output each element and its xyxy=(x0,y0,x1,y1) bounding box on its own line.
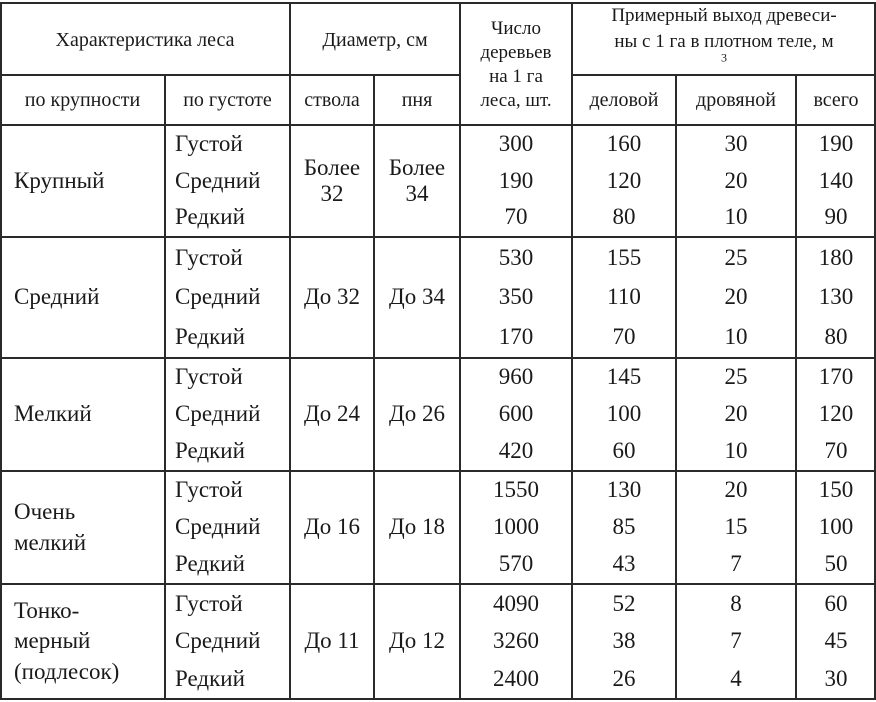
cell-count: 570 xyxy=(498,551,534,577)
cell-firewood: 20 xyxy=(724,167,748,193)
cell-count: 3260 xyxy=(493,628,539,654)
cell-total: 30 xyxy=(824,665,848,691)
cell-total: 60 xyxy=(824,590,848,616)
cell-density: Густой xyxy=(175,244,243,270)
header-tree-count-line2: деревьев xyxy=(480,42,552,64)
size-label-line: Очень xyxy=(14,499,76,525)
header-timber-yield-sup: 3 xyxy=(721,50,727,65)
rule-group-1 xyxy=(0,236,876,238)
cell-density: Редкий xyxy=(175,204,245,230)
group-trunk-diameter xyxy=(290,585,374,698)
cell-business: 120 xyxy=(606,167,642,193)
rule-col-density xyxy=(164,74,166,700)
cell-firewood: 7 xyxy=(730,551,742,577)
cell-density: Густой xyxy=(175,477,243,503)
group-stump-diameter xyxy=(374,585,460,698)
cell-business: 100 xyxy=(606,401,642,427)
cell-count: 190 xyxy=(498,167,534,193)
cell-density: Средний xyxy=(175,401,261,427)
group-trunk-diameter xyxy=(290,359,374,470)
cell-density: Густой xyxy=(175,364,243,390)
cell-density: Средний xyxy=(175,167,261,193)
rule-group-3 xyxy=(0,470,876,472)
cell-total: 190 xyxy=(818,131,854,157)
cell-business: 155 xyxy=(606,244,642,270)
cell-firewood: 20 xyxy=(724,284,748,310)
trunk-diameter-line: До 24 xyxy=(304,401,360,427)
header-timber-yield-line2-wrap xyxy=(611,31,836,75)
size-label-line: мерный xyxy=(14,628,91,654)
size-label-line: мелкий xyxy=(14,529,87,555)
rule-col-diameter xyxy=(289,2,291,700)
stump-diameter-line: До 26 xyxy=(389,401,445,427)
cell-density: Средний xyxy=(175,628,261,654)
cell-count: 70 xyxy=(504,204,528,230)
rule-header-mid-right xyxy=(572,74,876,76)
cell-total: 100 xyxy=(818,514,854,540)
cell-total: 50 xyxy=(824,551,848,577)
rule-top xyxy=(0,2,876,4)
group-size-label xyxy=(0,126,165,236)
header-total xyxy=(796,76,876,124)
cell-firewood: 8 xyxy=(730,590,742,616)
cell-total: 45 xyxy=(824,628,848,654)
header-forest-characteristic xyxy=(0,6,290,74)
size-label-line: Средний xyxy=(14,284,100,310)
trunk-diameter-line: До 11 xyxy=(304,628,360,654)
header-trunk xyxy=(290,76,374,124)
cell-count: 600 xyxy=(498,401,534,427)
header-timber-yield-line2: ны с 1 га в плотном теле, м xyxy=(614,31,834,53)
cell-business: 130 xyxy=(606,477,642,503)
rule-col-firewood xyxy=(675,74,677,700)
cell-density: Редкий xyxy=(175,665,245,691)
cell-count: 4090 xyxy=(493,590,539,616)
header-by-density-text: по густоте xyxy=(183,88,272,111)
rule-group-4 xyxy=(0,583,876,585)
header-by-density xyxy=(165,76,290,124)
group-size-label xyxy=(0,359,165,470)
cell-firewood: 4 xyxy=(730,665,742,691)
stump-diameter-line: Более xyxy=(388,154,446,180)
cell-firewood: 10 xyxy=(724,204,748,230)
header-by-size xyxy=(0,76,165,124)
cell-density: Редкий xyxy=(175,323,245,349)
cell-business: 38 xyxy=(612,628,636,654)
header-total-text: всего xyxy=(813,88,859,111)
header-tree-count-line4: леса, шт. xyxy=(480,89,552,111)
cell-firewood: 20 xyxy=(724,401,748,427)
stump-diameter-line: До 12 xyxy=(389,628,445,654)
rule-col-yield xyxy=(571,2,573,700)
cell-business: 160 xyxy=(606,131,642,157)
cell-count: 1000 xyxy=(493,514,539,540)
size-label-line: (подлесок) xyxy=(14,658,120,684)
cell-business: 80 xyxy=(612,204,636,230)
cell-firewood: 20 xyxy=(724,477,748,503)
cell-business: 52 xyxy=(612,590,636,616)
cell-firewood: 30 xyxy=(724,131,748,157)
cell-total: 170 xyxy=(818,364,854,390)
rule-header-bottom xyxy=(0,124,876,126)
header-business-text: деловой xyxy=(589,88,659,111)
cell-density: Редкий xyxy=(175,551,245,577)
size-label-line: Мелкий xyxy=(14,401,92,427)
cell-business: 43 xyxy=(612,551,636,577)
cell-business: 110 xyxy=(607,284,641,310)
cell-firewood: 10 xyxy=(724,323,748,349)
header-firewood xyxy=(676,76,796,124)
cell-firewood: 10 xyxy=(724,438,748,464)
group-stump-diameter xyxy=(374,472,460,583)
size-label-line: Крупный xyxy=(14,167,105,193)
cell-business: 85 xyxy=(612,514,636,540)
rule-header-mid-left xyxy=(0,74,460,76)
group-stump-diameter xyxy=(374,359,460,470)
trunk-diameter-line: До 32 xyxy=(304,284,360,310)
header-timber-yield-line1: Примерный выход древеси- xyxy=(611,5,837,27)
rule-left xyxy=(0,2,2,700)
rule-col-total xyxy=(795,74,797,700)
header-diameter xyxy=(290,6,460,74)
cell-density: Густой xyxy=(175,590,243,616)
trunk-diameter-line: Более xyxy=(303,154,361,180)
cell-count: 350 xyxy=(498,284,534,310)
header-stump-text: пня xyxy=(401,88,433,111)
cell-density: Средний xyxy=(175,284,261,310)
cell-firewood: 15 xyxy=(724,514,748,540)
cell-business: 70 xyxy=(612,323,636,349)
cell-business: 145 xyxy=(606,364,642,390)
header-tree-count xyxy=(460,6,572,124)
cell-density: Средний xyxy=(175,514,261,540)
cell-total: 120 xyxy=(818,401,854,427)
trunk-diameter-line: До 16 xyxy=(304,514,360,540)
stump-diameter-line: До 18 xyxy=(389,514,445,540)
cell-total: 70 xyxy=(824,438,848,464)
cell-total: 90 xyxy=(824,204,848,230)
rule-bottom xyxy=(0,698,876,700)
header-tree-count-line1: Число xyxy=(491,18,541,40)
cell-count: 420 xyxy=(498,438,534,464)
cell-count: 170 xyxy=(498,323,534,349)
group-stump-diameter xyxy=(374,238,460,357)
group-size-label xyxy=(0,238,165,357)
group-trunk-diameter xyxy=(290,238,374,357)
stump-diameter-line: До 34 xyxy=(389,284,445,310)
rule-col-count xyxy=(459,2,461,700)
group-trunk-diameter xyxy=(290,126,374,236)
cell-density: Густой xyxy=(175,131,243,157)
header-timber-yield xyxy=(572,6,876,74)
header-business xyxy=(572,76,676,124)
header-forest-characteristic-text: Характеристика леса xyxy=(55,28,235,51)
cell-total: 150 xyxy=(818,477,854,503)
header-tree-count-line3: на 1 га xyxy=(489,66,543,87)
group-size-label xyxy=(0,585,165,698)
cell-total: 80 xyxy=(824,323,848,349)
cell-count: 530 xyxy=(498,244,534,270)
rule-group-2 xyxy=(0,357,876,359)
header-trunk-text: ствола xyxy=(304,88,360,111)
rule-col-stump xyxy=(373,74,375,700)
cell-density: Редкий xyxy=(175,438,245,464)
header-diameter-text: Диаметр, см xyxy=(322,28,428,51)
cell-total: 130 xyxy=(818,284,854,310)
header-stump xyxy=(374,76,460,124)
group-trunk-diameter xyxy=(290,472,374,583)
cell-count: 300 xyxy=(498,131,534,157)
cell-business: 60 xyxy=(612,438,636,464)
cell-count: 2400 xyxy=(493,665,539,691)
group-stump-diameter xyxy=(374,126,460,236)
cell-total: 180 xyxy=(818,244,854,270)
header-firewood-text: дровяной xyxy=(696,88,776,111)
cell-total: 140 xyxy=(818,167,854,193)
header-by-size-text: по крупности xyxy=(24,88,141,111)
stump-diameter-line: 34 xyxy=(405,181,429,206)
cell-business: 26 xyxy=(612,665,636,691)
group-size-label xyxy=(0,472,165,583)
trunk-diameter-line: 32 xyxy=(320,181,344,206)
cell-firewood: 25 xyxy=(724,364,748,390)
size-label-line: Тонко- xyxy=(14,597,80,623)
cell-firewood: 25 xyxy=(724,244,748,270)
cell-count: 1550 xyxy=(493,477,539,503)
cell-firewood: 7 xyxy=(730,628,742,654)
cell-count: 960 xyxy=(498,364,534,390)
